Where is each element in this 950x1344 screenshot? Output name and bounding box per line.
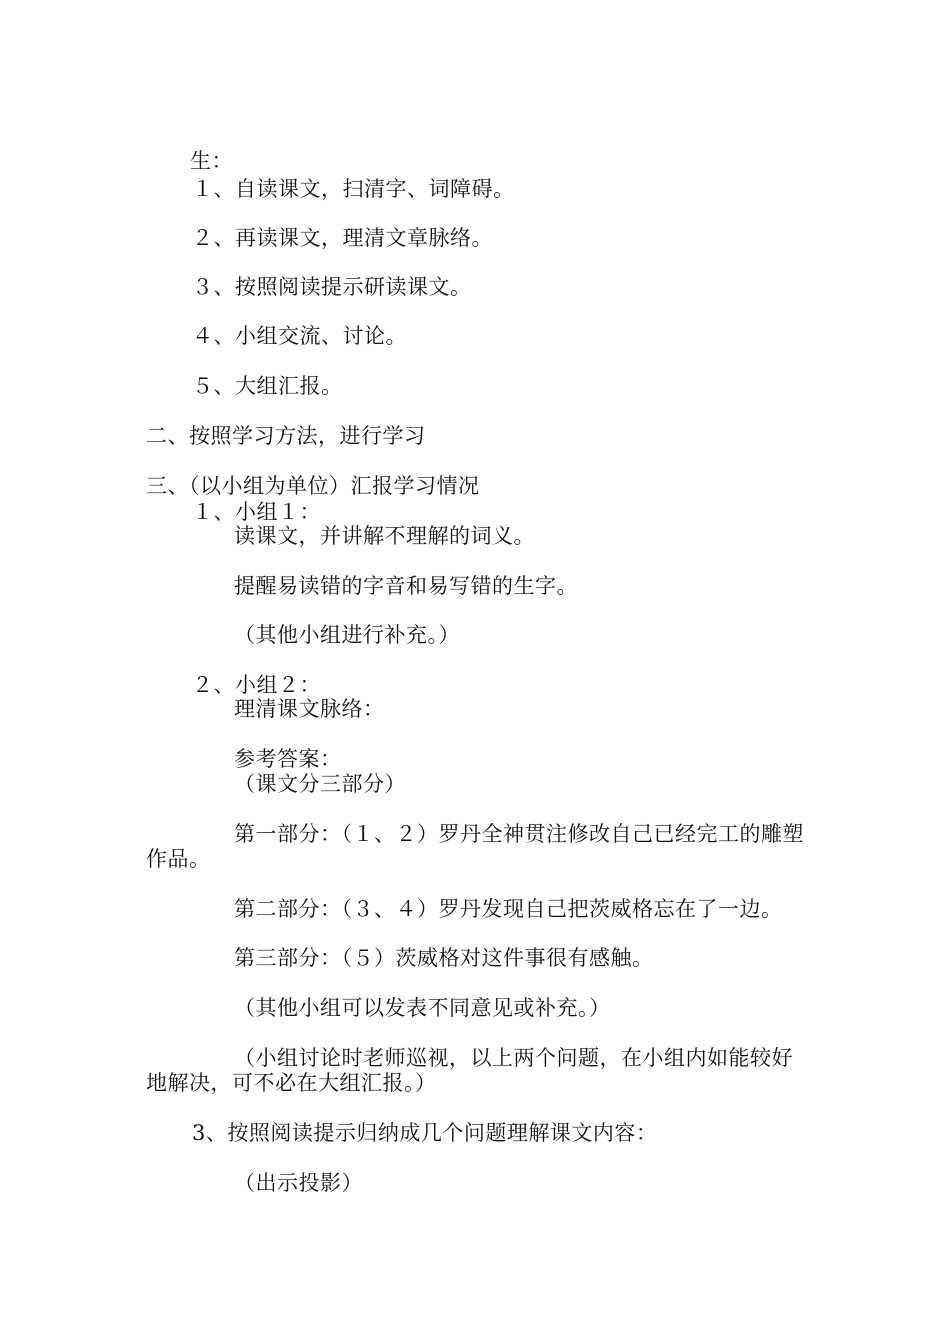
text-line: 地解决，可不必在大组汇报。）	[146, 1071, 437, 1095]
text-line: 第三部分：（５）茨威格对这件事很有感触。	[234, 946, 654, 970]
text-line: 作品。	[146, 847, 211, 871]
text-line: 理清课文脉络：	[234, 697, 385, 721]
text-line: 3、按照阅读提示归纳成几个问题理解课文内容：	[192, 1121, 658, 1145]
text-line: 读课文，并讲解不理解的词义。	[234, 524, 535, 548]
text-line: ２、小组２：	[192, 673, 321, 697]
text-line: 三、（以小组为单位）汇报学习情况	[146, 474, 480, 498]
text-line: ４、小组交流、讨论。	[192, 324, 407, 348]
text-line: １、小组１：	[192, 500, 321, 524]
text-line: （课文分三部分）	[234, 772, 406, 796]
text-line: ５、大组汇报。	[192, 374, 343, 398]
text-line: 第一部分：（１、２）罗丹全神贯注修改自己已经完工的雕塑	[234, 822, 804, 846]
text-line: ３、按照阅读提示研读课文。	[192, 275, 472, 299]
text-line: 二、按照学习方法，进行学习	[146, 424, 426, 448]
text-line: （其他小组进行补充。）	[234, 623, 460, 647]
text-line: 提醒易读错的字音和易写错的生字。	[234, 574, 578, 598]
text-line: １、自读课文，扫清字、词障碍。	[192, 177, 515, 201]
text-line: （小组讨论时老师巡视，以上两个问题，在小组内如能较好	[234, 1046, 793, 1070]
text-line: （出示投影）	[234, 1171, 363, 1195]
text-line: ２、再读课文，理清文章脉络。	[192, 226, 493, 250]
text-line: 参考答案：	[234, 747, 342, 771]
text-line: （其他小组可以发表不同意见或补充。）	[234, 996, 611, 1020]
text-line: 第二部分：（３、４）罗丹发现自己把茨威格忘在了一边。	[234, 897, 783, 921]
text-line: 生：	[190, 149, 233, 173]
